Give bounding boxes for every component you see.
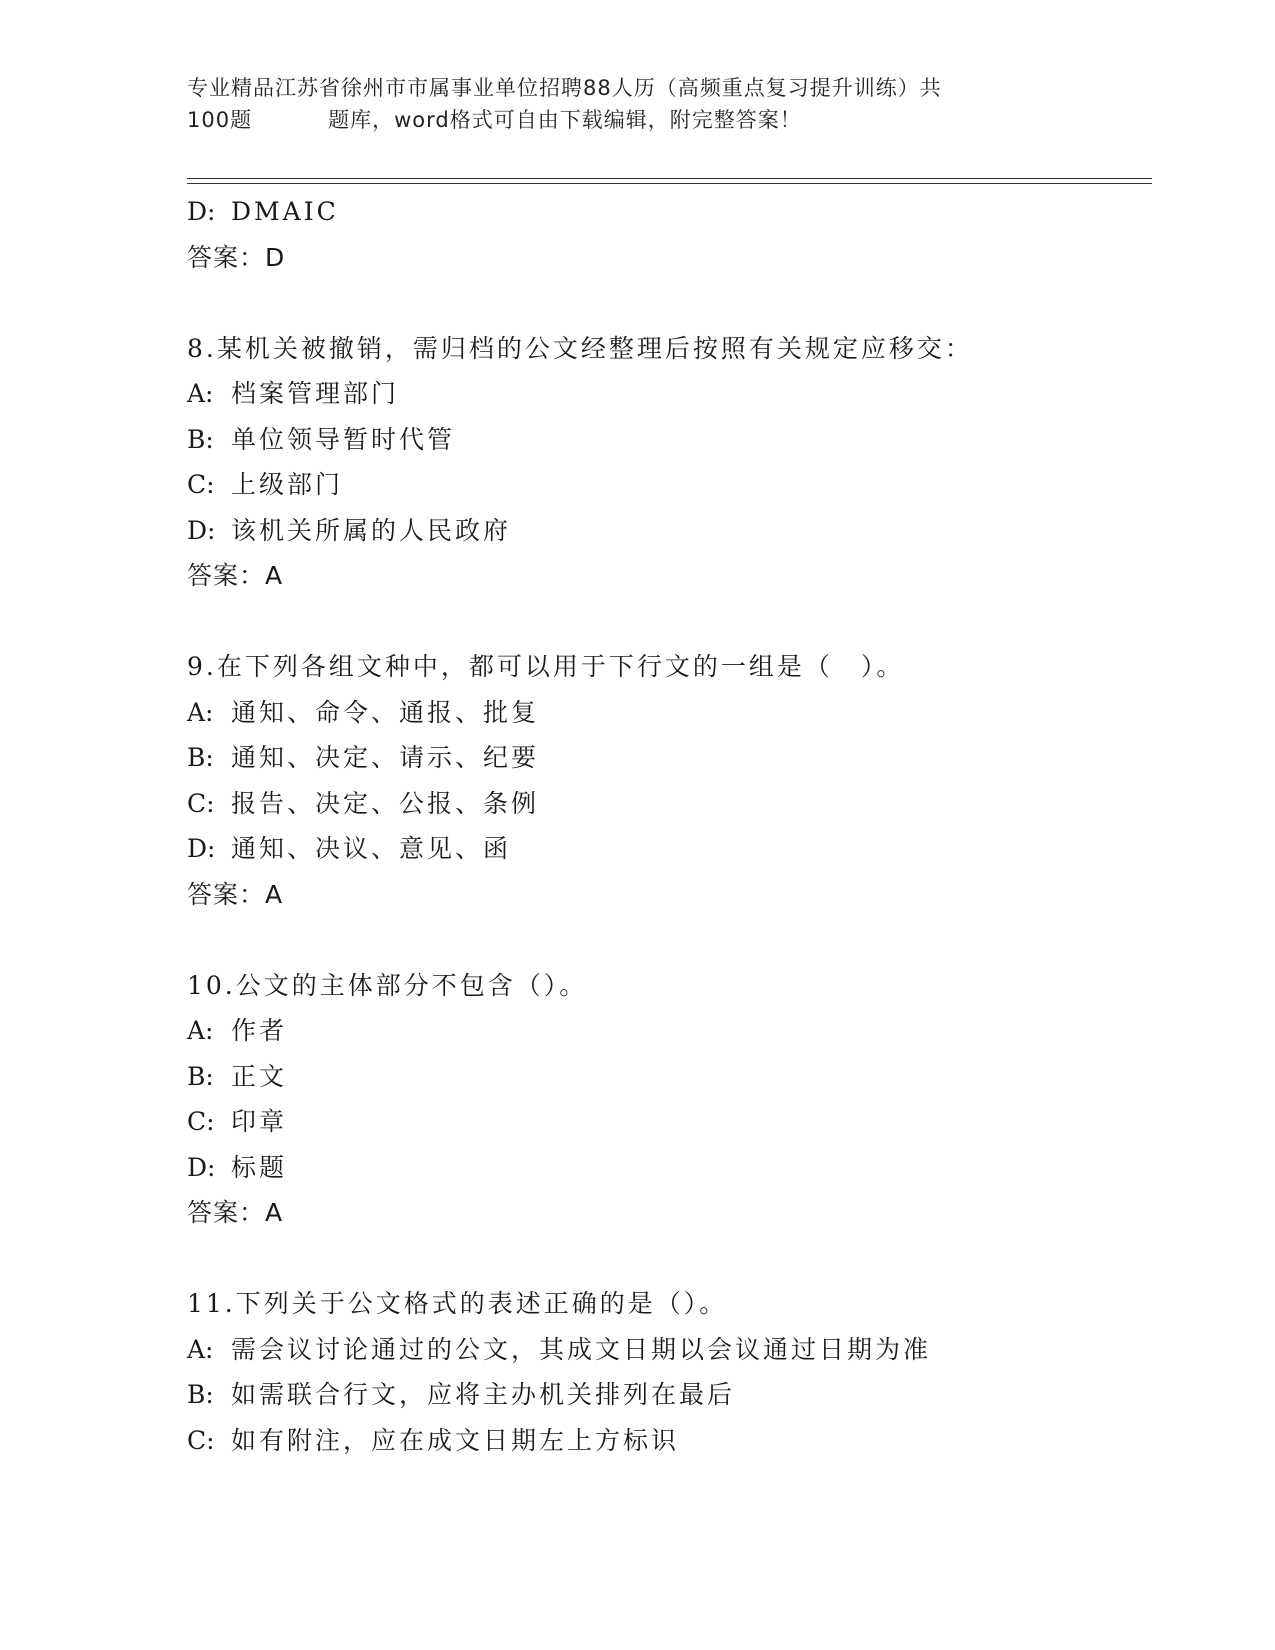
option-text: 通知、决定、请示、纪要 — [231, 743, 540, 772]
option-key: C: — [187, 1107, 215, 1136]
option-row — [187, 1418, 1147, 1464]
option-key: A: — [187, 379, 214, 408]
option-row — [187, 1008, 1147, 1054]
option-row — [187, 462, 1147, 508]
header-subtitle: 题库，word格式可自由下载编辑，附完整答案！ — [328, 108, 802, 132]
option-key: C: — [187, 1425, 215, 1455]
option-row — [187, 1054, 1147, 1100]
option-row — [187, 735, 1147, 781]
option-key: D: — [187, 197, 216, 226]
header-rule-top — [187, 178, 1152, 179]
option-row — [187, 189, 1147, 235]
option-row — [187, 826, 1147, 872]
option-key: A: — [187, 697, 214, 727]
option-row — [187, 508, 1147, 554]
option-text: 单位领导暂时代管 — [231, 424, 456, 454]
answer-line: 答案：A — [187, 1198, 284, 1227]
option-text: DMAIC — [231, 197, 339, 226]
option-row — [187, 371, 1147, 417]
option-text: 通知、决议、意见、函 — [231, 834, 512, 863]
option-row — [187, 1327, 1147, 1373]
question-stem: 10.公文的主体部分不包含（）。 — [187, 970, 588, 1000]
answer-line: 答案：D — [187, 242, 286, 272]
option-text: 档案管理部门 — [231, 379, 400, 408]
option-key: D: — [187, 834, 216, 863]
question-list — [187, 189, 1147, 1463]
answer-line: 答案：A — [187, 879, 284, 909]
option-key: D: — [187, 1152, 216, 1182]
question-stem: 8.某机关被撤销，需归档的公文经整理后按照有关规定应移交： — [187, 333, 973, 363]
answer-line: 答案：A — [187, 561, 284, 590]
page-header — [187, 72, 1067, 136]
header-line-1: 专业精品江苏省徐州市市属事业单位招聘88人历（高频重点复习提升训练）共 — [187, 76, 942, 100]
option-row — [187, 1145, 1147, 1191]
question-stem: 11.下列关于公文格式的表述正确的是（）。 — [187, 1289, 728, 1318]
option-text: 通知、命令、通报、批复 — [231, 697, 540, 727]
header-count: 100题 — [187, 108, 253, 132]
option-key: B: — [187, 424, 214, 454]
option-text: 上级部门 — [231, 470, 344, 499]
option-row — [187, 1372, 1147, 1418]
option-text: 需会议讨论通过的公文，其成文日期以会议通过日期为准 — [231, 1334, 932, 1364]
option-row — [187, 781, 1147, 827]
question-stem: 9.在下列各组文种中，都可以用于下行文的一组是（ ）。 — [187, 652, 905, 681]
option-row — [187, 690, 1147, 736]
option-text: 如需联合行文，应将主办机关排列在最后 — [231, 1380, 736, 1409]
header-rule-bottom — [187, 183, 1152, 184]
option-key: A: — [187, 1334, 214, 1364]
option-text: 作者 — [231, 1016, 288, 1045]
option-key: C: — [187, 470, 215, 499]
header-line-2 — [187, 104, 1067, 136]
option-text: 如有附注，应在成文日期左上方标识 — [231, 1425, 680, 1455]
option-key: B: — [187, 743, 214, 772]
option-key: B: — [187, 1061, 214, 1091]
option-key: B: — [187, 1380, 214, 1409]
option-key: D: — [187, 515, 216, 545]
option-row — [187, 417, 1147, 463]
option-text: 印章 — [231, 1107, 288, 1136]
option-text: 报告、决定、公报、条例 — [231, 788, 540, 818]
option-text: 标题 — [231, 1152, 288, 1182]
option-row — [187, 1099, 1147, 1145]
option-text: 正文 — [231, 1061, 288, 1091]
option-text: 该机关所属的人民政府 — [231, 515, 512, 545]
option-key: A: — [187, 1016, 214, 1045]
option-key: C: — [187, 788, 215, 818]
